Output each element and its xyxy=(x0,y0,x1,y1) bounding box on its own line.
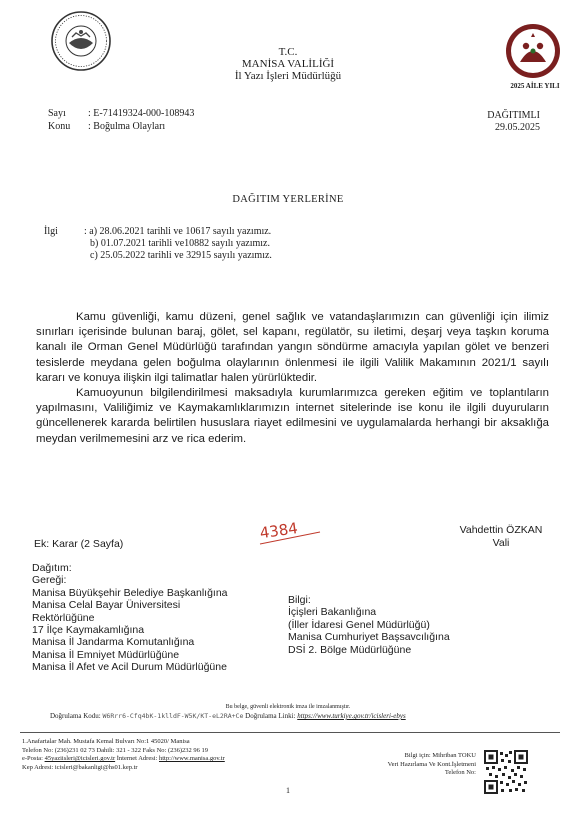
geregi-item: Manisa Celal Bayar Üniversitesi xyxy=(32,599,181,612)
body-text xyxy=(36,310,549,447)
bilgi-item: DSİ 2. Bölge Müdürlüğüne xyxy=(288,643,412,656)
esign-note: Bu belge, güvenli elektronik imza ile imzalanmıştır. xyxy=(225,704,351,710)
bilgi-item: (İller İdaresi Genel Müdürlüğü) xyxy=(288,618,430,631)
geregi-label: Gereği: xyxy=(32,574,67,587)
geregi-item: Manisa İl Jandarma Komutanlığına xyxy=(32,636,195,649)
footer-address: 1.Anafartalar Mah. Mustafa Kemal Bulvarı No:1 45020/ Manisa xyxy=(22,738,190,745)
bilgi-item: Manisa Cumhuriyet Başsavcılığına xyxy=(288,631,450,644)
geregi-item: 17 İlçe Kaymakamlığına xyxy=(32,624,145,637)
konu-value: : Boğulma Olayları xyxy=(88,121,166,132)
web-link[interactable]: http://www.manisa.gov.tr xyxy=(159,755,225,763)
footer-info-contact xyxy=(346,752,476,778)
bilgi-item: İçişleri Bakanlığına xyxy=(288,606,377,619)
ilgi-item: b) 01.07.2021 tarihli ve10882 sayılı yazımız. xyxy=(90,238,270,249)
web-label: İnternet Adresi: xyxy=(116,755,158,763)
footer-phone: Telefon No: (236)231 02 73 Dahili: 321 - 322 Faks No: (236)232 96 19 xyxy=(22,746,209,754)
header-mudurluk: İl Yazı İşleri Müdürlüğü xyxy=(234,70,342,82)
contact-phone: Telefon No: xyxy=(444,769,476,777)
verification-line xyxy=(50,712,406,720)
verify-label: Doğrulama Kodu: xyxy=(50,712,101,720)
geregi-item: Manisa İl Afet ve Acil Durum Müdürlüğüne xyxy=(32,661,227,674)
contact-person: Bilgi için: Mihriban TOKU xyxy=(404,752,476,759)
body-paragraph: Kamuoyunun bilgilendirilmesi maksadıyla kurumlarımızca gereken eğitim ve toplantıların yapılmasını, Valiliğimiz ve Kaymakamlıklarımızın internet sitelerinde ise konu ile ilgili duyuruların güncellenerek kararda belirtilen hususlara riayet edilmesini ve uygulamalarda herhangi bir aksaklığa meydan verilmemesini arz ve rica ederim. xyxy=(36,387,549,445)
footer-divider xyxy=(20,732,560,733)
distribution-label: Dağıtım: xyxy=(32,562,72,574)
header-valilik: MANİSA VALİLİĞİ xyxy=(241,58,335,70)
dagitimli-block xyxy=(487,110,540,134)
distribution-geregi xyxy=(32,562,228,674)
konu-label: Konu xyxy=(48,121,71,132)
sayi-label: Sayı xyxy=(48,108,66,119)
ilgi-item: : a) 28.06.2021 tarihli ve 10617 sayılı yazımız. xyxy=(84,226,272,237)
footer-kep: Kep Adresi: icisleri@bakanligi@hs01.kep.tr xyxy=(22,763,138,771)
verify-link-label: Doğrulama Linki: xyxy=(245,712,296,720)
signer-block xyxy=(446,524,556,550)
header-tc: T.C. xyxy=(278,46,298,58)
ilgi-label: İlgi xyxy=(44,226,58,237)
document-title: DAĞITIM YERLERİNE xyxy=(232,194,344,205)
contact-role: Veri Hazırlama Ve Kont.İşletmeni xyxy=(387,760,476,768)
geregi-item: Rektörlüğüne xyxy=(32,611,95,624)
bilgi-label: Bilgi: xyxy=(288,594,311,606)
email-link[interactable]: 45yaziisleri@icisleri.gov.tr xyxy=(44,755,116,763)
document-date: 29.05.2025 xyxy=(495,122,540,133)
ilgi-block xyxy=(44,226,272,261)
footer-contact xyxy=(22,738,225,772)
svg-text:4384: 4384 xyxy=(258,519,299,543)
email-label: e-Posta: xyxy=(22,755,43,763)
ilgi-item: c) 25.05.2022 tarihli ve 32915 sayılı yazımız. xyxy=(90,250,272,261)
signer-title: Vali xyxy=(492,537,510,549)
attachment-line: Ek: Karar (2 Sayfa) xyxy=(34,538,124,550)
distribution-label: DAĞITIMLI xyxy=(487,110,540,121)
verify-code: W6Rrr6-Cfq4bK-1klldF-W5K/KT-eL2RA+Ce xyxy=(102,712,244,720)
handwritten-number-4384 xyxy=(256,512,326,552)
distribution-bilgi xyxy=(288,594,450,656)
sayi-value: : E-71419324-000-108943 xyxy=(88,108,195,119)
aile-yili-label: 2025 AİLE YILI xyxy=(510,82,560,90)
signer-name: Vahdettin ÖZKAN xyxy=(459,524,543,536)
verify-link[interactable]: https://www.turkiye.gov.tr/icisleri-ebys xyxy=(297,712,406,720)
geregi-item: Manisa Büyükşehir Belediye Başkanlığına xyxy=(32,586,228,599)
footer-email-web xyxy=(22,755,225,764)
geregi-item: Manisa İl Emniyet Müdürlüğüne xyxy=(32,648,180,661)
page-number: 1 xyxy=(286,786,290,795)
body-paragraph: Kamu güvenliği, kamu düzeni, genel sağlık ve vatandaşlarımızın can güvenliği için ilimiz sınırları içerisinde bulunan baraj, gölet, sel kapanı, regülatör, su iletimi, deşarj veya taşkın koruma kanalı ile Orman Genel Müdürlüğü tarafından yangın söndürme amacıyla yapılan gölet ve benzeri tesislerde meydana gelen boğulma olaylarının önlenmesi ile ilgili Valilik Makamının 2021/1 sayılı kararı ve konuya ilişkin ilgi talimatlar halen yürürlüktedir. xyxy=(36,311,549,384)
